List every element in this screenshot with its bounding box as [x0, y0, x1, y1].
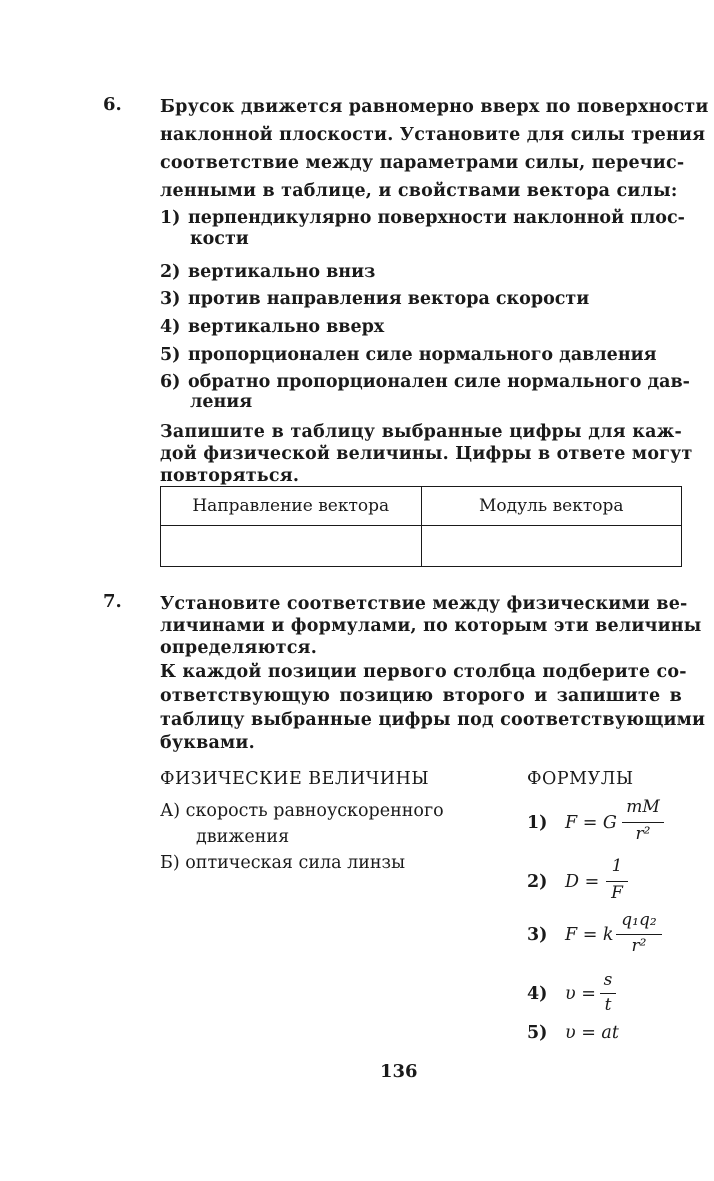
q6-option-2-text: вертикально вниз: [188, 262, 376, 282]
q6-option-4-number: 4): [160, 317, 181, 337]
q6-table-header-magnitude: Модуль вектора: [421, 487, 682, 526]
q7-line-6: таблицу выбранные цифры под соответствующими: [160, 710, 706, 730]
formula-5-expression: υ = at: [565, 1023, 619, 1043]
q7-quantity-a: [160, 801, 444, 821]
formula-1-denominator: r²: [635, 824, 651, 844]
formula-2-denominator: F: [611, 883, 623, 903]
q6-option-6-cont: ления: [190, 392, 253, 412]
q6-option-1: [160, 204, 685, 232]
q7-line-1: Установите соответствие между физическими ве-: [160, 594, 688, 614]
q6-intro-line-1: Брусок движется равномерно вверх по поверхности: [160, 97, 709, 117]
formula-3-fraction-bar: [616, 934, 662, 935]
formula-1-fraction-bar: [622, 822, 664, 823]
question-6-number: 6.: [103, 94, 122, 115]
q7-quantity-a-cont: движения: [196, 827, 290, 847]
formula-4-lhs: υ =: [565, 984, 596, 1004]
q6-option-3: [160, 285, 589, 313]
q6-intro-line-2: наклонной плоскости. Установите для силы трения: [160, 125, 706, 145]
q6-answer-cell-magnitude[interactable]: [421, 526, 682, 567]
q7-quantity-b: [160, 853, 405, 873]
formula-1-lhs: F = G: [565, 813, 617, 833]
formula-3-numerator: q₁q₂: [621, 910, 657, 930]
formula-4-numerator: s: [603, 970, 613, 990]
q6-option-1-text: перпендикулярно поверхности наклонной плос-: [188, 208, 685, 228]
q6-option-4: [160, 313, 384, 341]
q6-option-5-number: 5): [160, 345, 181, 365]
q7-quantity-a-text: скорость равноускоренного: [185, 801, 444, 821]
q6-option-2: [160, 258, 375, 286]
formula-1-number: 1): [527, 813, 548, 833]
q7-quantity-b-label: Б): [160, 853, 180, 873]
formula-4-number: 4): [527, 984, 548, 1004]
q7-col1-header: ФИЗИЧЕСКИЕ ВЕЛИЧИНЫ: [160, 769, 430, 789]
formula-2-lhs: D =: [565, 872, 600, 892]
formula-3-lhs: F = k: [565, 925, 614, 945]
formula-5-number: 5): [527, 1023, 548, 1043]
question-7-number: 7.: [103, 591, 122, 612]
q7-line-3: определяются.: [160, 638, 317, 658]
formula-2-number: 2): [527, 872, 548, 892]
q7-line-2: личинами и формулами, по которым эти величины: [160, 616, 702, 636]
q6-table-header-direction: Направление вектора: [161, 487, 422, 526]
q6-intro-line-4: ленными в таблице, и свойствами вектора силы:: [160, 181, 678, 201]
q6-option-3-number: 3): [160, 289, 181, 309]
q7-line-4: К каждой позиции первого столбца подберите со-: [160, 662, 687, 682]
formula-4-fraction-bar: [600, 993, 616, 994]
q7-line-5: ответствующую позицию второго и запишите в: [160, 686, 682, 706]
q6-option-5-text: пропорционален силе нормального давления: [188, 345, 657, 365]
q6-option-3-text: против направления вектора скорости: [188, 289, 590, 309]
q6-answer-cell-direction[interactable]: [161, 526, 422, 567]
q7-col2-header: ФОРМУЛЫ: [527, 769, 634, 789]
formula-3-number: 3): [527, 925, 548, 945]
page-number: 136: [380, 1061, 418, 1082]
q6-intro-line-3: соответствие между параметрами силы, перечис-: [160, 153, 685, 173]
q6-outro-line-1: Запишите в таблицу выбранные цифры для каж-: [160, 422, 682, 442]
q6-option-1-number: 1): [160, 208, 181, 228]
q6-option-6-text: обратно пропорционален силе нормального дав-: [188, 372, 690, 392]
q6-outro-line-2: дой физической величины. Цифры в ответе могут: [160, 444, 693, 464]
formula-2-fraction-bar: [606, 881, 628, 882]
formula-1-numerator: mM: [626, 797, 660, 817]
q6-option-6-number: 6): [160, 372, 181, 392]
q6-outro-line-3: повторяться.: [160, 466, 300, 486]
q6-option-1-cont: кости: [190, 229, 249, 249]
formula-4-denominator: t: [604, 995, 612, 1015]
q6-option-4-text: вертикально вверх: [188, 317, 385, 337]
q7-quantity-b-text: оптическая сила линзы: [185, 853, 406, 873]
q6-option-5: [160, 341, 657, 369]
q7-line-7: буквами.: [160, 733, 255, 753]
q6-answer-table: [160, 486, 682, 567]
q7-quantity-a-label: А): [160, 801, 181, 821]
formula-3-denominator: r²: [631, 936, 647, 956]
q6-option-2-number: 2): [160, 262, 181, 282]
formula-2-numerator: 1: [611, 856, 623, 876]
